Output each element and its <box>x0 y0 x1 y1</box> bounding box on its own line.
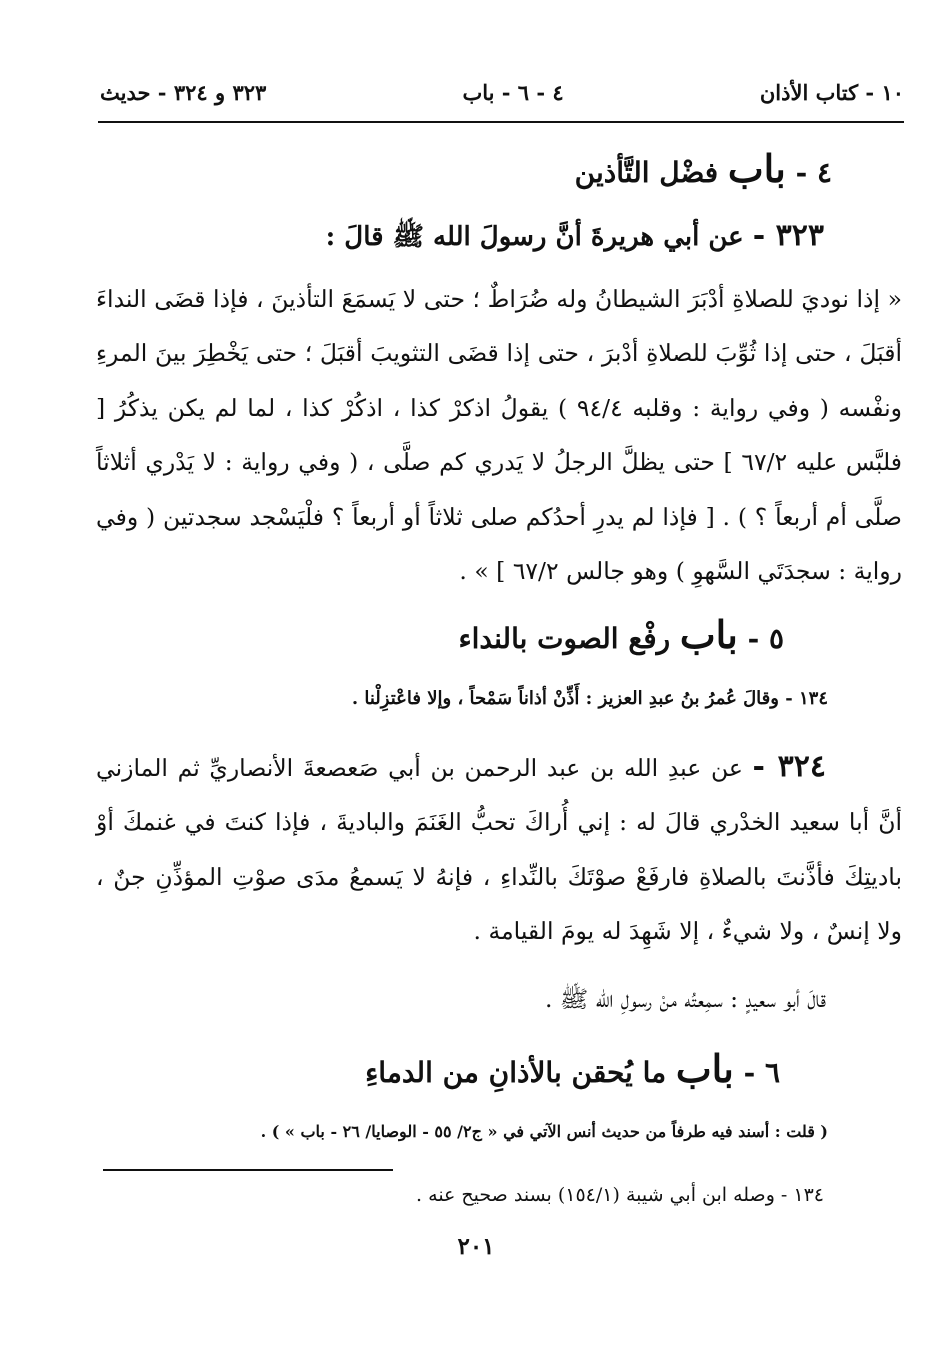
chapter-5-title: رفْع الصوت بالنداء <box>458 622 671 655</box>
footnote-divider <box>103 1169 393 1171</box>
chapter-6-bab: باب <box>675 1046 734 1091</box>
chapter-5-heading <box>96 612 784 657</box>
hadith-324-text <box>96 740 902 959</box>
hadith-323-intro: عن أبي هريرةَ أنَّ رسولَ الله ﷺ قالَ : <box>325 222 744 252</box>
page-number: ٢٠١ <box>457 1233 495 1260</box>
hadith-324-body: عن عبدِ الله بن عبد الرحمن بن أبي صَعصعةَ الأنصاريِّ ثم المازني أنَّ أبا سعيد الخدْري قالَ له : إني أُراكَ تحبُّ الغَنَمَ والباديةَ ، فإذا كنتَ في غنمكَ أوْ باديتِكَ فأذَّنتَ بالصلاةِ فارفَعْ صوْتَكَ بالنِّداءِ ، فإنهُ لا يَسمعُ مدَى صوْتِ المؤذِّنِ جنٌ ، ولا إنسٌ ، ولا شيءٌ ، إلا شَهِدَ له يومَ القيامة . <box>96 754 902 946</box>
hadith-324-number: ٣٢٤ - <box>752 749 826 784</box>
chapter-5-bab: باب <box>679 612 738 657</box>
chapter-6-number: ٦ - <box>743 1056 780 1089</box>
editor-note: ( قلت : أسند فيه طرفاً من حديث أنس الآتي في « ج٢/ ٥٥ - الوصايا/ ٢٦ - باب » ) . <box>260 1122 828 1141</box>
chapter-4-title: فضْل التَّأذين <box>574 156 719 189</box>
chapter-6-title: ما يُحقن بالأذانِ من الدماءِ <box>365 1056 667 1089</box>
chapter-4-bab: باب <box>727 146 786 191</box>
chapter-4-number: ٤ - <box>795 156 832 189</box>
chapter-6-heading <box>96 1046 780 1091</box>
hadith-323-number: ٣٢٣ - <box>752 218 824 253</box>
header-chapter-range: ٤ - ٦ - باب <box>462 79 564 105</box>
header-divider <box>98 121 904 123</box>
chapter-5-number: ٥ - <box>747 622 784 655</box>
header-hadith-range: ٣٢٣ و ٣٢٤ - حديث <box>100 79 267 105</box>
running-header <box>100 72 904 112</box>
chapter-4-heading <box>96 146 832 191</box>
athar-134: ١٣٤ - وقالَ عُمرُ بنُ عبدِ العزيز : أَذِّنْ أذاناً سَمْحاً ، وإلا فاعْتزِلْنا . <box>351 688 828 709</box>
hadith-323-intro-line <box>96 218 824 258</box>
hadith-324-closing: قالَ أبو سعيدٍ : سمِعتُه منْ رسولِ الله ﷺ . <box>544 985 826 1013</box>
footnote-134: ١٣٤ - وصله ابن أبي شيبة (١٥٤/١) بسند صحيح عنه . <box>416 1184 824 1206</box>
header-book-title: ١٠ - كتاب الأذان <box>759 79 904 105</box>
hadith-323-text: « إذا نوديَ للصلاةِ أدْبَرَ الشيطانُ وله ضُرَاطٌ ؛ حتى لا يَسمَعَ التأذينَ ، فإذا قضَى النداءَ أقبَلَ ، حتى إذا ثُوِّبَ للصلاةِ أدْبرَ ، حتى إذا قضَى التثويبَ أقبَلَ ؛ حتى يَخْطِرَ بينَ المرءِ ونفْسه ( وفي رواية : وقلبه ٩٤/٤ ) يقولُ اذكرْ كذا ، اذكُرْ كذا ، لما لم يكن يذكُرُ [ فلبَّس عليه ٦٧/٢ ] حتى يظلَّ الرجلُ لا يَدري كم صلَّى ، ( وفي رواية : لا يَدْري أثلاثاً صلَّى أم أربعاً ؟ ) . [ فإذا لم يدرِ أحدُكم صلى ثلاثاً أو أربعاً ؟ فلْيَسْجد سجدتين ( وفي رواية : سجدَتَي السَّهوِ ) وهو جالس ٦٧/٢ ] » . <box>96 285 902 586</box>
